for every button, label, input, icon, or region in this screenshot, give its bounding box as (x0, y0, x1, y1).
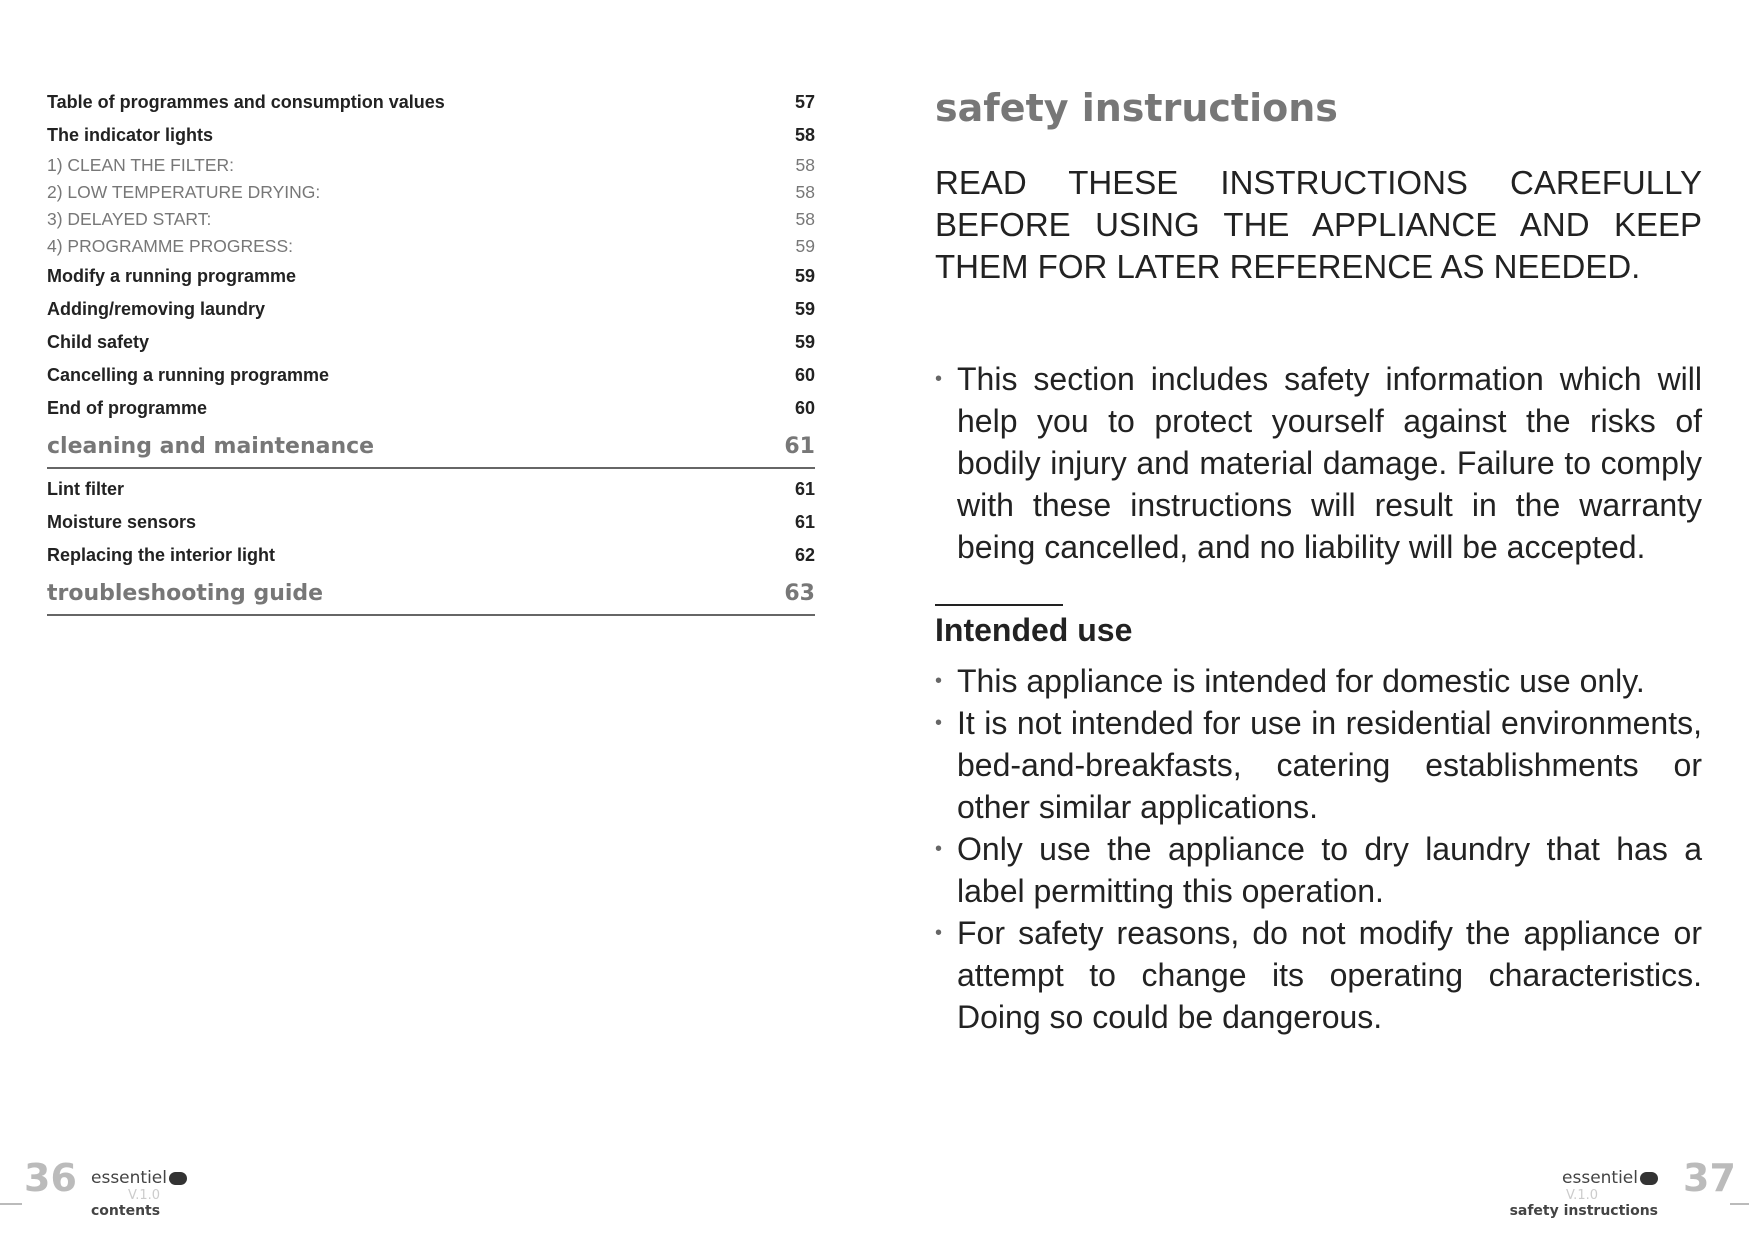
footer-section: contents (91, 1203, 161, 1219)
bullet-item: • This appliance is intended for domestic use only. (935, 660, 1702, 702)
toc-label: 3) DELAYED START: (47, 209, 212, 229)
heading-rule (935, 604, 1063, 606)
toc-page: 60 (794, 365, 815, 385)
toc-page: 58 (794, 125, 815, 145)
toc-entry[interactable] (47, 179, 815, 206)
toc-entry[interactable] (47, 326, 815, 359)
toc-entry[interactable] (47, 359, 815, 392)
toc-entry[interactable] (47, 119, 815, 152)
logo-icon (1640, 1172, 1658, 1185)
toc-label: 2) LOW TEMPERATURE DRYING: (47, 182, 321, 202)
toc-label: Moisture sensors (47, 512, 197, 532)
page-title: safety instructions (935, 86, 1338, 130)
toc-label: Lint filter (47, 479, 124, 499)
toc-entry[interactable] (47, 293, 815, 326)
bullet-item: • This section includes safety information which will help you to protect yourself against the risks of bodily injury and material damage. Failure to comply with these instructions will result in the warranty being cancelled, and no liability will be accepted. (935, 358, 1702, 568)
toc-page: 59 (794, 299, 815, 319)
brand-name: essentiel (1562, 1168, 1638, 1188)
toc-label: 4) PROGRAMME PROGRESS: (47, 236, 294, 256)
toc-entry[interactable] (47, 206, 815, 233)
toc-entry[interactable] (47, 233, 815, 260)
version: V.1.0 (1565, 1188, 1598, 1203)
toc-page: 59 (794, 266, 815, 286)
toc-page: 61 (784, 434, 815, 459)
footer-left (91, 1168, 187, 1220)
brand-logo (91, 1168, 187, 1188)
logo-icon (169, 1172, 187, 1185)
bullet-item: • It is not intended for use in residential environments, bed-and-breakfasts, catering establishments or other similar applications. (935, 702, 1702, 828)
version: V.1.0 (128, 1188, 161, 1203)
toc-label: 1) CLEAN THE FILTER: (47, 155, 235, 175)
toc-entry[interactable] (47, 539, 815, 572)
toc-entry[interactable] (47, 152, 815, 179)
toc-label: Replacing the interior light (47, 545, 276, 565)
toc-label: The indicator lights (47, 125, 214, 145)
toc-page: 61 (794, 479, 815, 499)
toc-label: troubleshooting guide (47, 581, 324, 606)
toc-label: End of programme (47, 398, 208, 418)
toc-page: 59 (795, 236, 815, 256)
bullet-item: • Only use the appliance to dry laundry that has a label permitting this operation. (935, 828, 1702, 912)
toc-label: Table of programmes and consumption values (47, 92, 445, 112)
toc-label: Child safety (47, 332, 150, 352)
footer-section: safety instructions (1509, 1203, 1658, 1219)
bullet-item: • For safety reasons, do not modify the appliance or attempt to change its operating characteristics. Doing so could be dangerous. (935, 912, 1702, 1038)
toc-page: 63 (784, 581, 815, 606)
safety-bullets (935, 358, 1702, 568)
toc-page: 58 (795, 182, 815, 202)
page-number-left: 36 (24, 1156, 77, 1200)
toc-page: 57 (794, 92, 815, 112)
toc-entry[interactable] (47, 506, 815, 539)
toc-label: Adding/removing laundry (47, 299, 266, 319)
intro-warning: READ THESE INSTRUCTIONS CAREFULLY BEFORE USING THE APPLIANCE AND KEEP THEM FOR LATER REFERENCE AS NEEDED. (935, 164, 1702, 285)
toc-entry[interactable] (47, 260, 815, 293)
safety-page (935, 84, 1702, 1038)
toc-page: 58 (795, 209, 815, 229)
brand-logo (1498, 1168, 1658, 1188)
toc-page: 58 (795, 155, 815, 175)
toc-page: 61 (794, 512, 815, 532)
footer-line-left (0, 1203, 22, 1205)
intended-use-bullets (935, 660, 1702, 1038)
toc-page: 62 (794, 545, 815, 565)
toc-page: 59 (794, 332, 815, 352)
brand-name: essentiel (91, 1168, 167, 1188)
intended-use-heading: Intended use (935, 612, 1133, 648)
toc-label: cleaning and maintenance (47, 434, 375, 459)
toc-page: 60 (794, 398, 815, 418)
toc-entry[interactable] (47, 574, 815, 616)
toc-label: Cancelling a running programme (47, 365, 330, 385)
toc-entry[interactable] (47, 473, 815, 506)
toc-entry[interactable] (47, 427, 815, 469)
table-of-contents (47, 86, 815, 620)
toc-entry[interactable] (47, 86, 815, 119)
toc-entry[interactable] (47, 392, 815, 425)
page-number-right: 37 (1683, 1156, 1736, 1200)
footer-line-right (1730, 1203, 1749, 1205)
footer-right (1498, 1168, 1658, 1220)
toc-label: Modify a running programme (47, 266, 297, 286)
